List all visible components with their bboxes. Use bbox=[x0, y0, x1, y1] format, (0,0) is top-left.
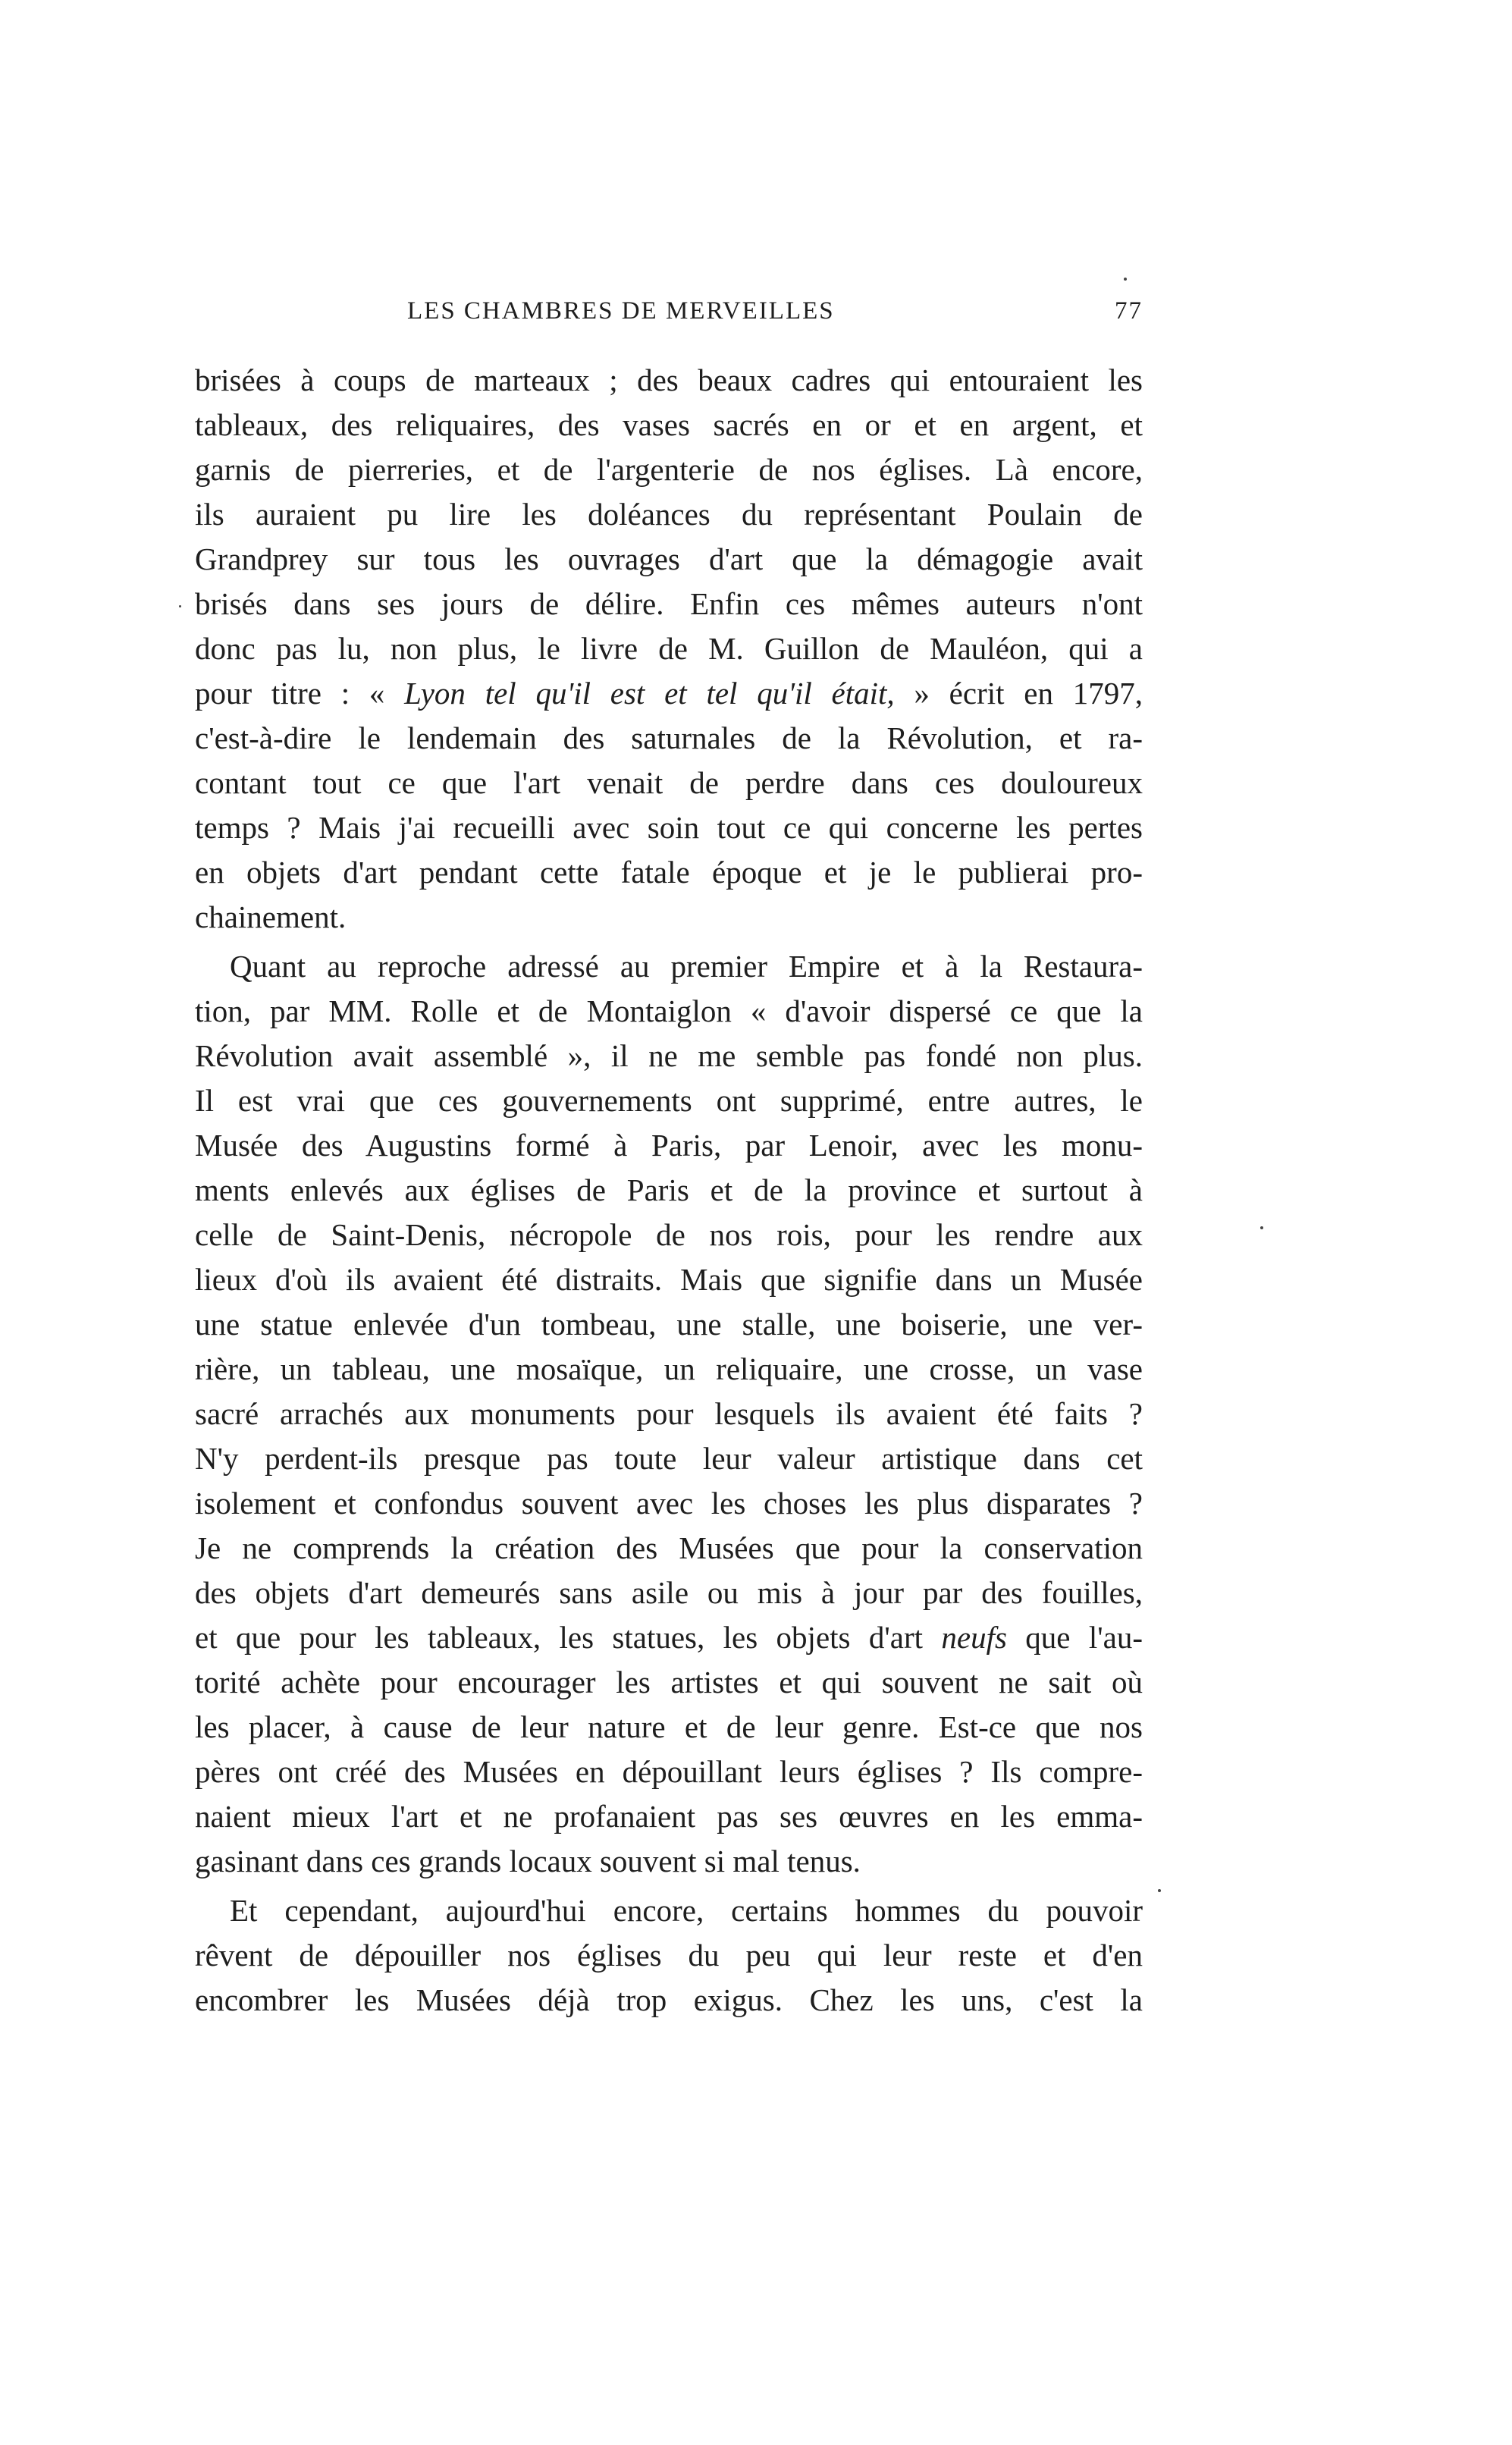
text-line: brisées à coups de marteaux ; des beaux cadres qui entouraient les bbox=[195, 363, 1143, 397]
text-line: lieux d'où ils avaient été distraits. Mais que signifie dans un Musée bbox=[195, 1262, 1143, 1297]
text-line: encombrer les Musées déjà trop exigus. Chez les uns, c'est la bbox=[195, 1982, 1143, 2017]
italic-book-title: Lyon tel qu'il est et tel qu'il était, bbox=[404, 676, 895, 711]
text-line: isolement et confondus souvent avec les choses les plus disparates ? bbox=[195, 1486, 1143, 1521]
scan-speck bbox=[1260, 1226, 1263, 1229]
text-line: celle de Saint-Denis, nécropole de nos rois, pour les rendre aux bbox=[195, 1217, 1143, 1252]
text-line: Et cependant, aujourd'hui encore, certains hommes du pouvoir bbox=[230, 1893, 1143, 1928]
text-line: tableaux, des reliquaires, des vases sacrés en or et en argent, et bbox=[195, 407, 1143, 442]
text-run: que l'au- bbox=[1006, 1620, 1143, 1655]
text-line: des objets d'art demeurés sans asile ou mis à jour par des fouilles, bbox=[195, 1575, 1143, 1610]
text-line: Il est vrai que ces gouvernements ont supprimé, entre autres, le bbox=[195, 1083, 1143, 1118]
text-line: rêvent de dépouiller nos églises du peu qui leur reste et d'en bbox=[195, 1938, 1143, 1973]
italic-word: neufs bbox=[941, 1620, 1007, 1655]
text-line: temps ? Mais j'ai recueilli avec soin tout ce qui concerne les pertes bbox=[195, 810, 1143, 845]
text-line: N'y perdent-ils presque pas toute leur valeur artistique dans cet bbox=[195, 1441, 1143, 1476]
body-text bbox=[195, 358, 1143, 2023]
text-run: et que pour les tableaux, les statues, les objets d'art bbox=[195, 1620, 942, 1655]
text-line: brisés dans ses jours de délire. Enfin ces mêmes auteurs n'ont bbox=[195, 586, 1143, 621]
scan-speck bbox=[1158, 1889, 1161, 1892]
text-line bbox=[195, 671, 1143, 716]
scan-speck bbox=[1124, 278, 1127, 281]
running-head bbox=[195, 297, 1143, 335]
text-line: Grandprey sur tous les ouvrages d'art que la démagogie avait bbox=[195, 541, 1143, 576]
text-line bbox=[195, 1615, 1143, 1660]
text-line: Je ne comprends la création des Musées que pour la conservation bbox=[195, 1530, 1143, 1565]
running-title: LES CHAMBRES DE MERVEILLES bbox=[407, 297, 835, 325]
text-line: pères ont créé des Musées en dépouillant leurs églises ? Ils compre- bbox=[195, 1754, 1143, 1789]
text-line: Musée des Augustins formé à Paris, par Lenoir, avec les monu- bbox=[195, 1128, 1143, 1163]
text-line: Quant au reproche adressé au premier Empire et à la Restaura- bbox=[230, 949, 1143, 984]
text-line: sacré arrachés aux monuments pour lesquels ils avaient été faits ? bbox=[195, 1396, 1143, 1431]
text-line: garnis de pierreries, et de l'argenterie de nos églises. Là encore, bbox=[195, 452, 1143, 487]
text-line: ments enlevés aux églises de Paris et de la province et surtout à bbox=[195, 1172, 1143, 1207]
scan-speck bbox=[179, 605, 181, 607]
text-run: » écrit en 1797, bbox=[894, 676, 1143, 711]
text-line: une statue enlevée d'un tombeau, une stalle, une boiserie, une ver- bbox=[195, 1307, 1143, 1342]
text-line: ils auraient pu lire les doléances du représentant Poulain de bbox=[195, 497, 1143, 532]
page-number: 77 bbox=[1115, 297, 1143, 325]
text-line: torité achète pour encourager les artistes et qui souvent ne sait où bbox=[195, 1665, 1143, 1700]
text-line: contant tout ce que l'art venait de perdre dans ces douloureux bbox=[195, 765, 1143, 800]
text-run: pour titre : « bbox=[195, 676, 405, 711]
text-line: rière, un tableau, une mosaïque, un reliquaire, une crosse, un vase bbox=[195, 1351, 1143, 1386]
text-line: gasinant dans ces grands locaux souvent si mal tenus. bbox=[195, 1844, 861, 1878]
text-line: Révolution avait assemblé », il ne me semble pas fondé non plus. bbox=[195, 1038, 1143, 1073]
text-line: tion, par MM. Rolle et de Montaiglon « d'avoir dispersé ce que la bbox=[195, 993, 1143, 1028]
text-line: en objets d'art pendant cette fatale époque et je le publierai pro- bbox=[195, 855, 1143, 890]
text-line: donc pas lu, non plus, le livre de M. Guillon de Mauléon, qui a bbox=[195, 631, 1143, 666]
text-line: les placer, à cause de leur nature et de leur genre. Est-ce que nos bbox=[195, 1709, 1143, 1744]
text-line: chainement. bbox=[195, 899, 347, 934]
text-line: naient mieux l'art et ne profanaient pas ses œuvres en les emma- bbox=[195, 1799, 1143, 1834]
text-line: c'est-à-dire le lendemain des saturnales de la Révolution, et ra- bbox=[195, 720, 1143, 755]
